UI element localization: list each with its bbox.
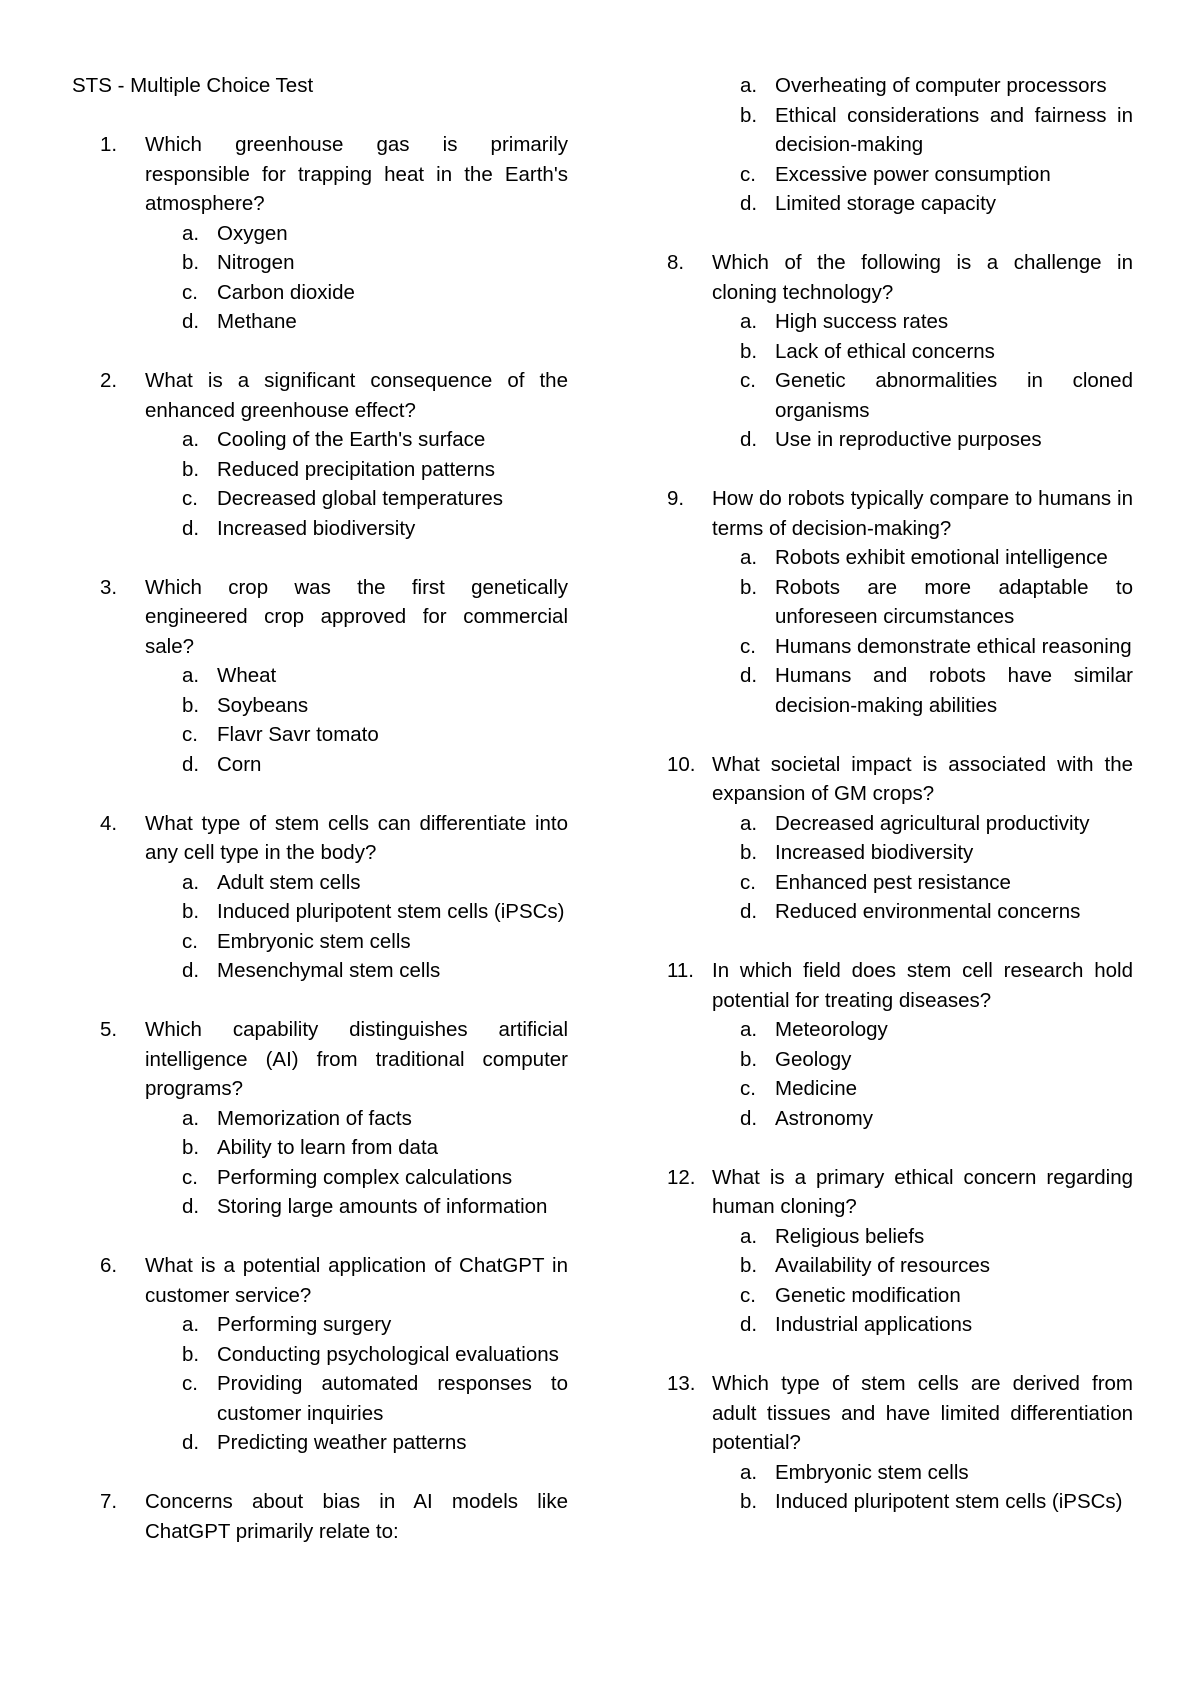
option-text: Soybeans (217, 693, 309, 717)
option-list (100, 868, 568, 986)
option-letter: a. (740, 546, 758, 569)
option-list (100, 219, 568, 337)
option-text: Carbon dioxide (217, 280, 355, 304)
option-letter: c. (740, 162, 756, 186)
question-line (100, 130, 568, 219)
option-text: Humans demonstrate ethical reasoning (775, 634, 1132, 658)
option-letter: b. (740, 1254, 758, 1277)
option-letter: b. (182, 1342, 200, 1366)
answer-option (740, 1487, 1133, 1517)
question-5 (100, 1015, 568, 1222)
answer-option (740, 189, 1133, 219)
option-letter: b. (182, 1136, 200, 1159)
option-text: Oxygen (217, 221, 288, 245)
question-text: Which greenhouse gas is primarily responsible for trapping heat in the Earth's atmosphere? (145, 133, 568, 215)
question-9 (667, 484, 1133, 720)
option-text: Ability to learn from data (217, 1136, 439, 1159)
right-column (667, 71, 1133, 1517)
option-text: Industrial applications (775, 1313, 973, 1336)
option-text: Ethical considerations and fairness in decision-making (775, 103, 1133, 156)
option-letter: d. (182, 1431, 200, 1454)
answer-option (182, 278, 568, 308)
question-3 (100, 573, 568, 780)
option-text: Wheat (217, 664, 277, 687)
option-letter: b. (182, 457, 200, 481)
option-letter: a. (740, 310, 758, 333)
option-text: Limited storage capacity (775, 192, 997, 215)
question-2 (100, 366, 568, 543)
question-number: 10. (667, 752, 696, 776)
question-number: 13. (667, 1372, 696, 1395)
option-letter: c. (740, 870, 756, 894)
answer-option (182, 1133, 568, 1163)
question-number: 11. (667, 959, 694, 982)
question-line (100, 573, 568, 662)
question-number: 8. (667, 251, 685, 274)
option-text: Use in reproductive purposes (775, 428, 1042, 451)
answer-option (182, 868, 568, 898)
answer-option (740, 425, 1133, 455)
option-text: Humans and robots have similar decision-making abilities (775, 664, 1133, 717)
option-letter: a. (182, 664, 200, 687)
option-letter: b. (740, 1047, 758, 1071)
question-number: 9. (667, 487, 685, 510)
answer-option (740, 573, 1133, 632)
option-letter: b. (740, 1490, 758, 1513)
option-letter: b. (740, 339, 758, 363)
option-letter: b. (740, 575, 758, 599)
question-text: Which type of stem cells are derived from adult tissues and have limited differentiation potential? (712, 1372, 1133, 1454)
option-letter: c. (740, 1283, 756, 1307)
option-text: Religious beliefs (775, 1224, 925, 1248)
option-text: Medicine (775, 1077, 858, 1100)
answer-option (182, 1192, 568, 1222)
question-7-continued-options (667, 71, 1133, 219)
option-text: Performing surgery (217, 1313, 392, 1336)
option-text: Excessive power consumption (775, 162, 1051, 186)
question-line (100, 1251, 568, 1310)
question-line (667, 248, 1133, 307)
option-letter: d. (182, 959, 200, 982)
left-column (100, 130, 568, 1546)
option-letter: b. (182, 693, 200, 717)
question-number: 4. (100, 811, 118, 835)
answer-option (740, 71, 1133, 101)
option-text: Nitrogen (217, 251, 295, 274)
answer-option (740, 838, 1133, 868)
option-text: Providing automated responses to customer inquiries (217, 1372, 568, 1425)
option-text: Performing complex calculations (217, 1165, 513, 1189)
option-text: Increased biodiversity (775, 841, 974, 864)
option-text: Genetic modification (775, 1283, 961, 1307)
option-letter: c. (740, 1077, 756, 1100)
question-number: 1. (100, 133, 118, 156)
option-list (667, 809, 1133, 927)
option-letter: b. (740, 841, 758, 864)
option-letter: c. (740, 634, 756, 658)
option-letter: c. (182, 1372, 198, 1395)
option-letter: a. (182, 870, 200, 894)
question-line (667, 750, 1133, 809)
option-text: Corn (217, 752, 262, 776)
answer-option (182, 425, 568, 455)
question-number: 6. (100, 1254, 118, 1277)
option-letter: d. (182, 310, 200, 333)
answer-option (740, 1045, 1133, 1075)
answer-option (740, 1251, 1133, 1281)
option-letter: c. (182, 280, 198, 304)
answer-option (182, 1340, 568, 1370)
answer-option (182, 720, 568, 750)
option-text: Lack of ethical concerns (775, 339, 995, 363)
answer-option (182, 1428, 568, 1458)
answer-option (182, 514, 568, 544)
option-list (100, 1310, 568, 1458)
option-list (667, 543, 1133, 720)
answer-option (740, 1310, 1133, 1340)
answer-option (182, 1104, 568, 1134)
option-letter: d. (740, 1313, 758, 1336)
option-text: High success rates (775, 310, 949, 333)
answer-option (182, 248, 568, 278)
answer-option (740, 632, 1133, 662)
option-text: Reduced precipitation patterns (217, 457, 496, 481)
answer-option (740, 897, 1133, 927)
option-text: Overheating of computer processors (775, 74, 1107, 97)
answer-option (182, 956, 568, 986)
answer-option (740, 543, 1133, 573)
question-11 (667, 956, 1133, 1133)
option-letter: d. (740, 900, 758, 923)
answer-option (740, 809, 1133, 839)
answer-option (740, 868, 1133, 898)
option-letter: a. (740, 1460, 758, 1484)
option-list (100, 425, 568, 543)
option-letter: d. (740, 428, 758, 451)
option-letter: c. (182, 1165, 198, 1189)
option-text: Increased biodiversity (217, 516, 416, 540)
question-text: What is a significant consequence of the enhanced greenhouse effect? (145, 369, 568, 422)
option-text: Embryonic stem cells (775, 1460, 969, 1484)
option-list (100, 661, 568, 779)
question-text: Which crop was the first genetically engineered crop approved for commercial sale? (145, 575, 568, 658)
option-text: Storing large amounts of information (217, 1195, 548, 1218)
option-letter: a. (182, 1313, 200, 1336)
option-text: Geology (775, 1047, 852, 1071)
question-7 (100, 1487, 568, 1546)
question-number: 12. (667, 1165, 696, 1189)
question-6 (100, 1251, 568, 1458)
option-text: Mesenchymal stem cells (217, 959, 441, 982)
answer-option (740, 337, 1133, 367)
option-letter: c. (182, 723, 198, 746)
question-13 (667, 1369, 1133, 1517)
question-12 (667, 1163, 1133, 1340)
question-text: Which capability distinguishes artificial intelligence (AI) from traditional computer programs? (145, 1018, 568, 1100)
answer-option (182, 750, 568, 780)
question-line (100, 366, 568, 425)
option-text: Enhanced pest resistance (775, 870, 1011, 894)
answer-option (182, 1163, 568, 1193)
question-text: What societal impact is associated with the expansion of GM crops? (712, 752, 1133, 805)
option-text: Adult stem cells (217, 870, 361, 894)
answer-option (182, 1369, 568, 1428)
option-text: Cooling of the Earth's surface (217, 428, 486, 451)
question-number: 3. (100, 575, 118, 599)
option-text: Robots exhibit emotional intelligence (775, 546, 1108, 569)
answer-option (740, 160, 1133, 190)
option-text: Decreased global temperatures (217, 487, 504, 510)
question-text: What is a potential application of ChatGPT in customer service? (145, 1254, 568, 1307)
option-text: Reduced environmental concerns (775, 900, 1081, 923)
answer-option (182, 307, 568, 337)
option-text: Embryonic stem cells (217, 929, 411, 953)
answer-option (182, 897, 568, 927)
answer-option (740, 307, 1133, 337)
answer-option (182, 927, 568, 957)
question-line (100, 809, 568, 868)
option-letter: d. (740, 192, 758, 215)
option-letter: d. (182, 752, 200, 776)
option-letter: a. (740, 74, 758, 97)
answer-option (182, 691, 568, 721)
option-letter: b. (740, 103, 758, 127)
option-text: Conducting psychological evaluations (217, 1342, 559, 1366)
option-letter: d. (740, 664, 758, 687)
option-letter: b. (182, 900, 200, 923)
question-number: 5. (100, 1018, 118, 1041)
question-text: Concerns about bias in AI models like ChatGPT primarily relate to: (145, 1490, 568, 1543)
question-line (100, 1015, 568, 1104)
question-line (667, 956, 1133, 1015)
question-number: 7. (100, 1490, 118, 1513)
option-list (667, 307, 1133, 455)
option-letter: d. (182, 516, 200, 540)
answer-option (740, 366, 1133, 425)
option-text: Genetic abnormalities in cloned organisms (775, 369, 1133, 422)
question-text: How do robots typically compare to humans in terms of decision-making? (712, 487, 1133, 540)
question-4 (100, 809, 568, 986)
answer-option (740, 1015, 1133, 1045)
option-list (667, 1015, 1133, 1133)
answer-option (182, 661, 568, 691)
option-text: Availability of resources (775, 1254, 990, 1277)
option-letter: c. (182, 929, 198, 953)
option-letter: d. (740, 1106, 758, 1130)
answer-option (182, 219, 568, 249)
option-letter: a. (740, 1018, 758, 1041)
answer-option (740, 101, 1133, 160)
option-list (667, 1458, 1133, 1517)
option-text: Astronomy (775, 1106, 873, 1130)
answer-option (182, 484, 568, 514)
answer-option (740, 1458, 1133, 1488)
question-1 (100, 130, 568, 337)
answer-option (740, 1222, 1133, 1252)
option-letter: c. (740, 369, 756, 392)
option-list (667, 1222, 1133, 1340)
question-number: 2. (100, 369, 118, 392)
option-text: Induced pluripotent stem cells (iPSCs) (217, 900, 565, 923)
option-list (100, 1104, 568, 1222)
question-8 (667, 248, 1133, 455)
option-letter: a. (182, 428, 200, 451)
option-letter: a. (182, 1106, 200, 1130)
answer-option (740, 1281, 1133, 1311)
question-line (667, 1163, 1133, 1222)
question-line (100, 1487, 568, 1546)
option-letter: a. (740, 1224, 758, 1248)
option-text: Induced pluripotent stem cells (iPSCs) (775, 1490, 1123, 1513)
option-letter: a. (182, 221, 200, 245)
answer-option (182, 455, 568, 485)
option-letter: c. (182, 487, 198, 510)
question-line (667, 1369, 1133, 1458)
option-text: Methane (217, 310, 297, 333)
option-letter: b. (182, 251, 200, 274)
option-letter: d. (182, 1195, 200, 1218)
answer-option (740, 1074, 1133, 1104)
answer-option (182, 1310, 568, 1340)
option-text: Predicting weather patterns (217, 1431, 467, 1454)
question-line (667, 484, 1133, 543)
option-text: Flavr Savr tomato (217, 723, 379, 746)
option-text: Decreased agricultural productivity (775, 811, 1090, 835)
option-list (667, 71, 1133, 219)
question-text: What is a primary ethical concern regarding human cloning? (712, 1165, 1133, 1218)
option-text: Meteorology (775, 1018, 888, 1041)
answer-option (740, 661, 1133, 720)
question-text: Which of the following is a challenge in cloning technology? (712, 251, 1133, 304)
option-text: Robots are more adaptable to unforeseen circumstances (775, 575, 1133, 628)
answer-option (740, 1104, 1133, 1134)
document-title: STS - Multiple Choice Test (72, 74, 314, 97)
option-text: Memorization of facts (217, 1106, 412, 1130)
question-10 (667, 750, 1133, 927)
question-text: In which field does stem cell research hold potential for treating diseases? (712, 959, 1133, 1012)
question-text: What type of stem cells can differentiate into any cell type in the body? (145, 811, 568, 864)
option-letter: a. (740, 811, 758, 835)
